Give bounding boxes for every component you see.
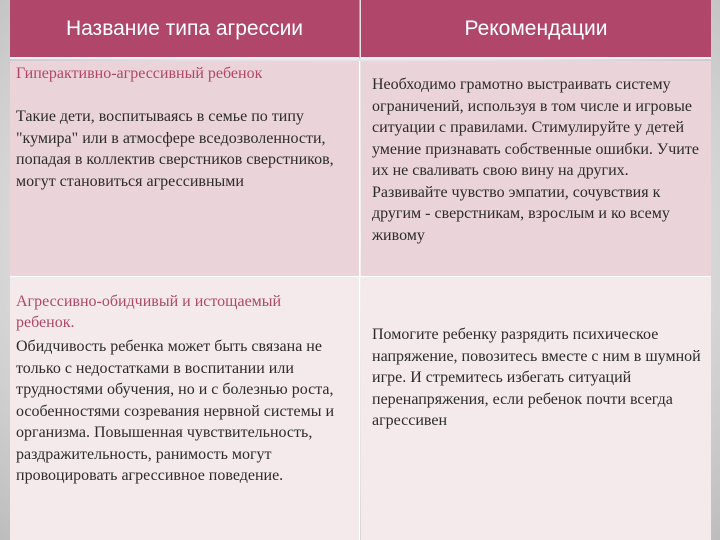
row2-recommendation-cell	[361, 277, 711, 540]
row1-recommendation: Необходимо грамотно выстраивать систему ограничений, используя в том числе и игровые ситуации с правилами. Стимулируйте у детей умение признавать собственные ошибки. Учите их не сваливать свою вину на других. Развивайте чувство эмпатии, сочувствия к другим - сверстникам, взрослым и ко всему живому	[372, 76, 699, 244]
header-aggression-type-label: Название типа агрессии	[65, 16, 304, 40]
row2-type-cell	[10, 277, 360, 540]
aggression-types-table	[10, 0, 711, 540]
row1-description: Такие дети, воспитываясь в семье по типу "кумира" или в атмосфере вседозволенности, попадая в коллектив сверстников сверстников, могут становиться агрессивными	[16, 108, 334, 190]
row2-description: Обидчивость ребенка может быть связана не только с недостатками в воспитании или трудностями обучения, но и с болезнью роста, особенностями созревания нервной системы и организма. Повышенная чувствительность, раздражительность, ранимость могут провоцировать агрессивное поведение.	[16, 338, 335, 484]
row2-recommendation: Помогите ребенку разрядить психическое напряжение, повозитесь вместе с ним в шумной игре. И стремитесь избегать ситуаций перенапряжения, если ребенок почти всегда агрессивен	[372, 326, 701, 429]
row2-type-title: Агрессивно-обидчивый и истощаемый ребенок.	[16, 293, 282, 331]
row1-recommendation-cell	[361, 61, 711, 276]
header-recommendations-label: Рекомендации	[464, 16, 608, 40]
row1-type-title: Гиперактивно-агрессивный ребенок	[16, 65, 263, 82]
header-recommendations	[361, 0, 711, 59]
header-aggression-type	[10, 0, 360, 59]
row1-type-cell	[10, 61, 360, 276]
